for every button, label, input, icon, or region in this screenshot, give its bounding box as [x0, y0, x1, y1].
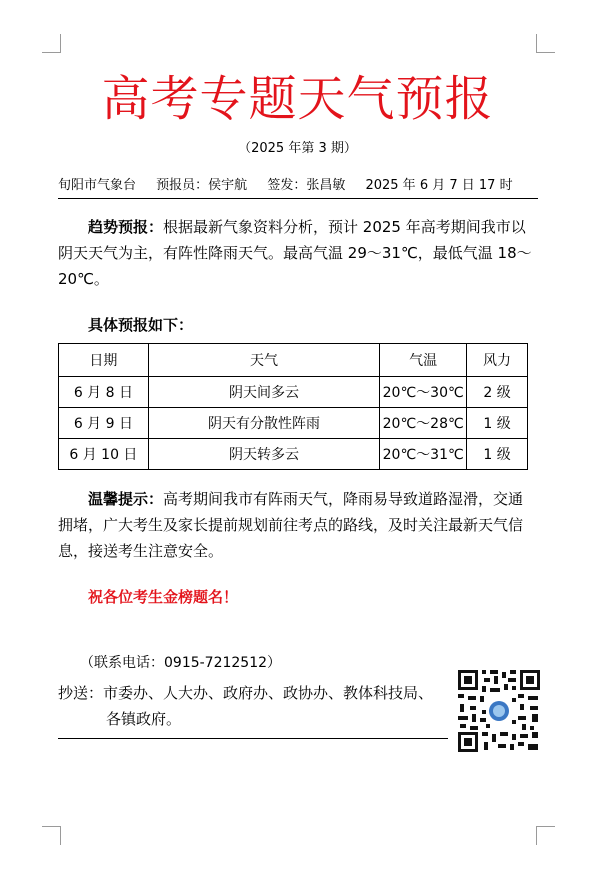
cell-weather: 阴天转多云	[148, 439, 379, 470]
table-header-row	[59, 344, 528, 377]
cc-line-2: 各镇政府。	[106, 710, 182, 728]
crop-mark-bottom-left	[42, 826, 61, 845]
table-row	[59, 408, 528, 439]
cell-wind: 1 级	[467, 408, 528, 439]
tip-text: 高考期间我市有阵雨天气，降雨易导致道路湿滑，交通拥堵，广大考生及家长提前规划前往考点的路线，及时关注最新天气信息，接送考生注意安全。	[58, 490, 524, 560]
qr-code-icon	[456, 668, 542, 754]
cell-wind: 2 级	[467, 377, 528, 408]
cell-date: 6 月 10 日	[59, 439, 149, 470]
issue-number: （2025 年第 3 期）	[238, 141, 357, 156]
table-row	[59, 377, 528, 408]
table-row	[59, 439, 528, 470]
cell-weather: 阴天间多云	[148, 377, 379, 408]
crop-mark-top-left	[42, 34, 61, 53]
cell-temperature: 20℃～28℃	[380, 408, 467, 439]
trend-text: 根据最新气象资料分析，预计 2025 年高考期间我市以阴天天气为主，有阵性降雨天气。最高气温 29～31℃，最低气温 18～20℃。	[58, 218, 532, 288]
cell-weather: 阴天有分散性阵雨	[148, 408, 379, 439]
cheer-message: 祝各位考生金榜题名！	[88, 588, 239, 606]
detail-label: 具体预报如下：	[88, 316, 194, 334]
cell-date: 6 月 9 日	[59, 408, 149, 439]
issuer-line	[58, 176, 538, 196]
tip-paragraph	[58, 486, 538, 564]
header-temperature: 气温	[380, 344, 467, 377]
cell-date: 6 月 8 日	[59, 377, 149, 408]
header-divider	[58, 198, 538, 199]
station-name: 旬阳市气象台	[58, 178, 137, 193]
cell-temperature: 20℃～31℃	[380, 439, 467, 470]
forecast-table	[58, 343, 528, 470]
trend-paragraph	[58, 214, 538, 292]
cell-wind: 1 级	[467, 439, 528, 470]
cc-list	[58, 680, 458, 732]
tip-label: 温馨提示：	[88, 490, 164, 508]
contact-phone: （联系电话：0915-7212512）	[80, 655, 282, 671]
footer-divider	[58, 738, 448, 739]
header-wind: 风力	[467, 344, 528, 377]
forecaster: 预报员：侯宇航	[156, 178, 248, 193]
cell-temperature: 20℃～30℃	[380, 377, 467, 408]
crop-mark-bottom-right	[536, 826, 555, 845]
header-date: 日期	[59, 344, 149, 377]
crop-mark-top-right	[536, 34, 555, 53]
cc-line-1: 抄送：市委办、人大办、政府办、政协办、教体科技局、	[58, 684, 434, 702]
document-title: 高考专题天气预报	[101, 71, 494, 127]
signer: 签发：张昌敏	[267, 178, 346, 193]
header-weather: 天气	[148, 344, 379, 377]
trend-label: 趋势预报：	[88, 218, 164, 236]
issue-datetime: 2025 年 6 月 7 日 17 时	[365, 178, 513, 193]
